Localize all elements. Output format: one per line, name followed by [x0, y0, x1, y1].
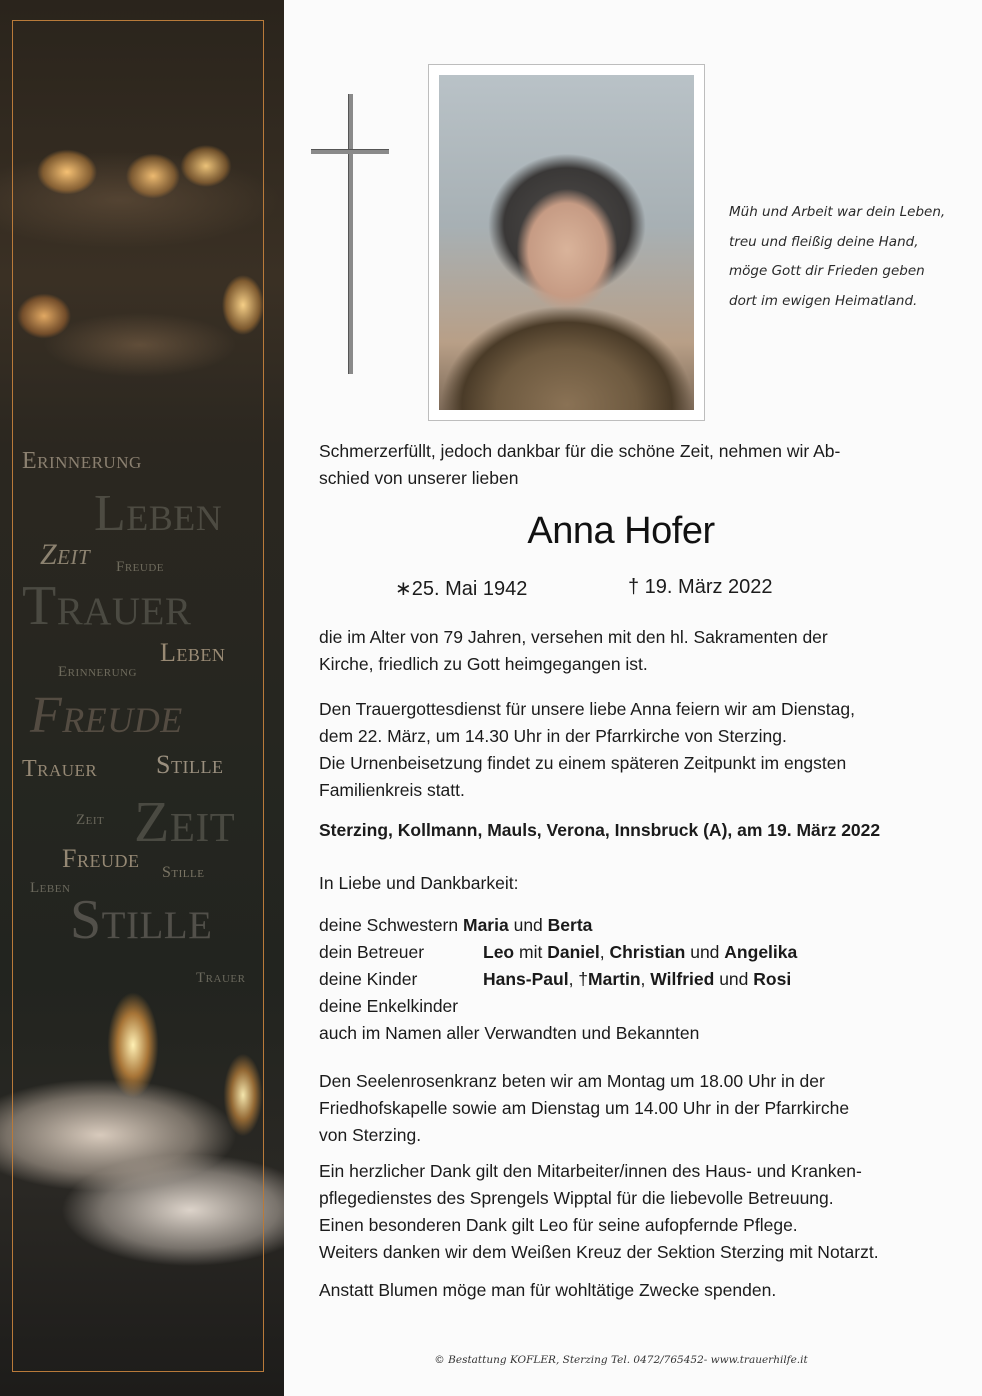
mourner-name: Angelika	[724, 942, 798, 962]
thanks-text	[319, 1158, 879, 1266]
rosary-line: Friedhofskapelle sowie am Dienstag um 14.00 Uhr in der Pfarrkirche	[319, 1098, 850, 1118]
band-word: Freude	[116, 559, 165, 575]
mourner-name: Berta	[547, 915, 593, 935]
children-row	[319, 966, 791, 993]
service-text	[319, 696, 855, 804]
children-label: deine Kinder	[319, 969, 418, 989]
band-word: Zeit	[76, 812, 105, 828]
mourner-name: Christian	[609, 942, 686, 962]
verse-line: dort im ewigen Heimatland.	[729, 292, 918, 309]
portrait-frame	[428, 64, 705, 421]
verse-line: Müh und Arbeit war dein Leben,	[729, 204, 946, 220]
separator: ,	[599, 942, 605, 962]
sisters-label: deine Schwestern	[319, 915, 459, 935]
band-word: Trauer	[22, 756, 98, 782]
conjunction: mit	[519, 942, 543, 962]
conjunction: und	[690, 942, 720, 962]
thanks-line: Einen besonderen Dank gilt Leo für seine aufopfernde Pflege.	[319, 1215, 798, 1235]
band-word: Erinnerung	[22, 448, 142, 474]
carer-row	[319, 939, 797, 966]
mourner-name: Maria	[463, 915, 509, 935]
band-word: Freude	[62, 844, 140, 873]
band-word: Leben	[160, 638, 226, 667]
service-line: Die Urnenbeisetzung findet zu einem späteren Zeitpunkt im engsten	[319, 753, 847, 773]
band-word: Leben	[94, 485, 223, 542]
cross-icon-bar	[311, 149, 389, 154]
band-word: Trauer	[196, 970, 246, 986]
service-line: dem 22. März, um 14.30 Uhr in der Pfarrkirche von Sterzing.	[319, 726, 787, 746]
cross-icon	[348, 94, 353, 374]
carer-label: dein Betreuer	[319, 942, 425, 962]
birth-date: ∗25. Mai 1942	[395, 578, 528, 600]
verse-line: möge Gott dir Frieden geben	[729, 263, 925, 279]
thanks-line: Weiters danken wir dem Weißen Kreuz der Sektion Sterzing mit Notarzt.	[319, 1242, 879, 1262]
footer-credit: © Bestattung KOFLER, Sterzing Tel. 0472/765452- www.trauerhilfe.it	[434, 1354, 808, 1366]
mourner-name: Rosi	[753, 969, 792, 989]
mourners-intro: In Liebe und Dankbarkeit:	[319, 873, 519, 893]
deceased-name: Anna Hofer	[527, 510, 715, 552]
rosary-line: von Sterzing.	[319, 1125, 422, 1145]
age-text	[319, 624, 828, 678]
band-word: Leben	[30, 880, 71, 896]
age-line: Kirche, friedlich zu Gott heimgegangen ist.	[319, 654, 648, 674]
conjunction: und	[719, 969, 749, 989]
band-word: Trauer	[22, 575, 192, 637]
intro-text	[319, 438, 840, 492]
conjunction: und	[513, 915, 543, 935]
verse-line: treu und fleißig deine Hand,	[729, 233, 919, 250]
mourner-name: Hans-Paul	[483, 969, 569, 989]
band-word: Erinnerung	[58, 664, 137, 680]
band-word: Zeit	[134, 789, 236, 854]
memorial-verse	[729, 198, 959, 316]
band-word: Zeit	[40, 538, 91, 571]
service-line: Den Trauergottesdienst für unsere liebe Anna feiern wir am Dienstag,	[319, 699, 855, 719]
separator: ,	[640, 969, 646, 989]
service-line: Familienkreis statt.	[319, 780, 465, 800]
thanks-line: pflegedienstes des Sprengels Wipptal für die liebevolle Betreuung.	[319, 1188, 834, 1208]
grandchildren-row	[319, 993, 458, 1020]
intro-line: schied von unserer lieben	[319, 468, 519, 488]
band-word: Freude	[30, 687, 183, 744]
mourner-name: Martin	[588, 969, 641, 989]
separator: , †	[568, 969, 589, 989]
donation-text: Anstatt Blumen möge man für wohltätige Zwecke spenden.	[319, 1280, 777, 1300]
relatives-text: auch im Namen aller Verwandten und Bekannten	[319, 1023, 700, 1043]
candle-band-image	[0, 0, 284, 1396]
intro-line: Schmerzerfüllt, jedoch dankbar für die schöne Zeit, nehmen wir Ab-	[319, 441, 841, 461]
band-word: Stille	[156, 750, 224, 779]
death-date: † 19. März 2022	[628, 576, 773, 598]
mourner-name: Wilfried	[650, 969, 715, 989]
rosary-text	[319, 1068, 849, 1149]
band-word: Stille	[70, 889, 213, 951]
rosary-line: Den Seelenrosenkranz beten wir am Montag um 18.00 Uhr in der	[319, 1071, 825, 1091]
place-date: Sterzing, Kollmann, Mauls, Verona, Innsbruck (A), am 19. März 2022	[319, 820, 881, 840]
mourner-name: Leo	[483, 942, 515, 962]
portrait-photo	[439, 75, 694, 410]
thanks-line: Ein herzlicher Dank gilt den Mitarbeiter/innen des Haus- und Kranken-	[319, 1161, 862, 1181]
grandchildren-label: deine Enkelkinder	[319, 996, 459, 1016]
band-word: Stille	[162, 864, 205, 881]
mourner-name: Daniel	[547, 942, 600, 962]
relatives-row	[319, 1020, 699, 1047]
sisters-row	[319, 912, 592, 939]
age-line: die im Alter von 79 Jahren, versehen mit den hl. Sakramenten der	[319, 627, 828, 647]
